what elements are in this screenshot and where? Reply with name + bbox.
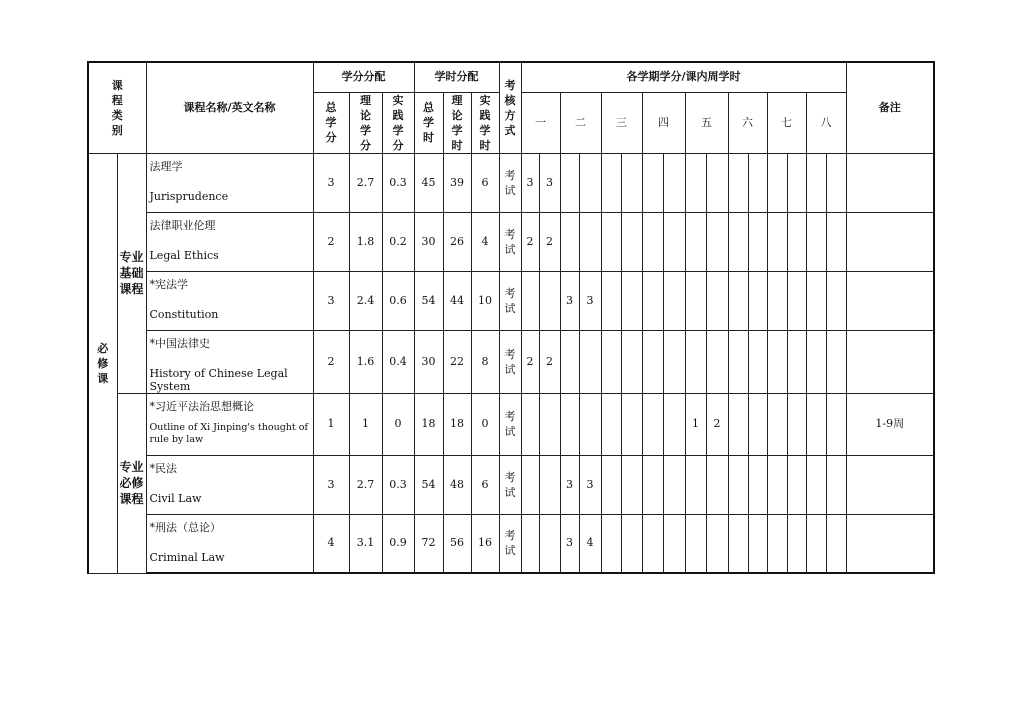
theory-hours-cell: 22	[443, 330, 471, 393]
semester-cell	[642, 212, 663, 271]
semester-cell	[748, 153, 767, 212]
semester-cell	[539, 455, 560, 514]
theory-hours-cell: 44	[443, 271, 471, 330]
course-name-cell	[146, 330, 313, 393]
semester-cell	[826, 212, 846, 271]
practice-credit-cell: 0.9	[382, 514, 414, 573]
category-main-cell: 必修课	[88, 153, 117, 573]
semester-cell	[806, 393, 826, 455]
semester-cell	[706, 514, 728, 573]
semester-cell	[728, 153, 748, 212]
theory-credit-cell: 2.4	[349, 271, 382, 330]
semester-cell	[685, 455, 706, 514]
semester-cell	[826, 514, 846, 573]
semester-cell	[767, 153, 787, 212]
semester-cell	[806, 514, 826, 573]
course-name-cn: *宪法学	[149, 277, 188, 291]
total-credit-cell: 3	[313, 271, 349, 330]
theory-hours-cell: 18	[443, 393, 471, 455]
semester-cell	[787, 455, 806, 514]
semester-cell	[642, 455, 663, 514]
remark-cell: 1-9周	[846, 393, 934, 455]
semester-cell	[806, 271, 826, 330]
practice-hours-cell: 0	[471, 393, 499, 455]
semester-cell	[806, 153, 826, 212]
semester-cell	[826, 393, 846, 455]
semester-cell	[748, 455, 767, 514]
group-cell: 专业必修课程	[117, 393, 146, 573]
semester-cell	[539, 271, 560, 330]
semester-cell: 2	[706, 393, 728, 455]
remark-cell	[846, 330, 934, 393]
hour-sub-header: 理论学时	[443, 92, 471, 153]
semester-cell	[685, 271, 706, 330]
remark-cell	[846, 514, 934, 573]
semester-header: 八	[806, 92, 846, 153]
course-name-cn: 法理学	[149, 159, 183, 173]
semester-cell: 2	[521, 330, 539, 393]
semester-cell: 4	[579, 514, 601, 573]
total-hours-cell: 30	[414, 330, 443, 393]
total-credit-cell: 2	[313, 330, 349, 393]
semester-cell: 2	[539, 330, 560, 393]
semester-cell	[521, 393, 539, 455]
semester-cell	[706, 212, 728, 271]
semester-cell	[767, 212, 787, 271]
semester-cell	[826, 271, 846, 330]
semester-cell	[601, 330, 621, 393]
remark-header: 备注	[846, 62, 934, 153]
table-row	[88, 153, 934, 212]
hour-alloc-header: 学时分配	[414, 62, 499, 92]
semester-cell: 3	[579, 455, 601, 514]
semester-cell	[560, 393, 579, 455]
practice-credit-cell: 0.6	[382, 271, 414, 330]
remark-cell	[846, 271, 934, 330]
semester-cell	[728, 514, 748, 573]
semester-cell: 3	[560, 514, 579, 573]
theory-credit-cell: 1.6	[349, 330, 382, 393]
hour-sub-header: 总学时	[414, 92, 443, 153]
table-row	[88, 514, 934, 573]
practice-hours-cell: 10	[471, 271, 499, 330]
semester-cell	[806, 455, 826, 514]
semester-cell	[728, 271, 748, 330]
semester-cell	[767, 330, 787, 393]
practice-credit-cell: 0.3	[382, 153, 414, 212]
semester-cell	[728, 455, 748, 514]
semester-cell	[663, 514, 685, 573]
semester-cell	[706, 271, 728, 330]
semester-cell	[748, 514, 767, 573]
practice-credit-cell: 0	[382, 393, 414, 455]
semester-cell: 2	[521, 212, 539, 271]
semester-cell	[663, 271, 685, 330]
semester-cell: 3	[539, 153, 560, 212]
semester-cell	[579, 393, 601, 455]
total-hours-cell: 45	[414, 153, 443, 212]
practice-hours-cell: 4	[471, 212, 499, 271]
practice-credit-cell: 0.3	[382, 455, 414, 514]
table-row	[88, 330, 934, 393]
total-credit-cell: 2	[313, 212, 349, 271]
total-credit-cell: 1	[313, 393, 349, 455]
theory-credit-cell: 1	[349, 393, 382, 455]
semester-cell	[826, 330, 846, 393]
semester-cell	[706, 153, 728, 212]
semester-cell	[579, 153, 601, 212]
course-name-cell	[146, 455, 313, 514]
theory-credit-cell: 2.7	[349, 153, 382, 212]
category-header: 课程类别	[88, 62, 146, 153]
course-name-cell	[146, 271, 313, 330]
total-hours-cell: 72	[414, 514, 443, 573]
total-credit-cell: 3	[313, 455, 349, 514]
semester-cell	[706, 330, 728, 393]
exam-cell: 考试	[499, 212, 521, 271]
course-name-header: 课程名称/英文名称	[146, 62, 313, 153]
semester-cell	[621, 153, 642, 212]
semester-cell	[621, 271, 642, 330]
group-cell: 专业基础课程	[117, 153, 146, 393]
semester-header: 二	[560, 92, 601, 153]
semester-cell: 2	[539, 212, 560, 271]
semester-cell	[826, 455, 846, 514]
course-name-cn: *刑法（总论）	[149, 520, 221, 534]
table-row	[88, 455, 934, 514]
semester-cell	[663, 455, 685, 514]
semester-cell	[601, 393, 621, 455]
semester-cell	[663, 330, 685, 393]
credit-sub-header: 实践学分	[382, 92, 414, 153]
semester-cell	[601, 153, 621, 212]
credit-alloc-header: 学分分配	[313, 62, 414, 92]
semester-cell	[539, 393, 560, 455]
semester-cell	[826, 153, 846, 212]
semester-cell	[560, 330, 579, 393]
semester-cell	[579, 330, 601, 393]
semester-cell	[767, 393, 787, 455]
course-name-cell	[146, 212, 313, 271]
table-row	[88, 271, 934, 330]
semester-cell	[539, 514, 560, 573]
semester-cell	[663, 153, 685, 212]
semester-title-header: 各学期学分/课内周学时	[521, 62, 846, 92]
exam-cell: 考试	[499, 271, 521, 330]
exam-cell: 考试	[499, 393, 521, 455]
course-name-en: Criminal Law	[149, 550, 225, 564]
course-name-en: Outline of Xi Jinping's thought of rule by law	[149, 421, 308, 445]
semester-cell	[685, 212, 706, 271]
semester-cell	[728, 330, 748, 393]
semester-header: 六	[728, 92, 767, 153]
exam-cell: 考试	[499, 153, 521, 212]
semester-cell	[579, 212, 601, 271]
curriculum-table	[87, 61, 935, 574]
semester-cell: 3	[560, 455, 579, 514]
total-credit-cell: 3	[313, 153, 349, 212]
semester-cell	[806, 330, 826, 393]
semester-header: 一	[521, 92, 560, 153]
semester-cell	[601, 455, 621, 514]
semester-cell	[685, 330, 706, 393]
semester-cell	[767, 455, 787, 514]
table-row	[88, 393, 934, 455]
semester-header: 七	[767, 92, 806, 153]
semester-cell	[748, 271, 767, 330]
semester-cell	[706, 455, 728, 514]
semester-cell	[748, 330, 767, 393]
semester-cell	[521, 271, 539, 330]
semester-cell	[787, 271, 806, 330]
semester-cell	[642, 153, 663, 212]
course-name-cell	[146, 153, 313, 212]
semester-cell: 3	[521, 153, 539, 212]
theory-credit-cell: 1.8	[349, 212, 382, 271]
total-credit-cell: 4	[313, 514, 349, 573]
theory-credit-cell: 2.7	[349, 455, 382, 514]
semester-cell	[728, 212, 748, 271]
course-name-en: Constitution	[149, 307, 219, 321]
semester-cell	[685, 514, 706, 573]
semester-header: 五	[685, 92, 728, 153]
credit-sub-header: 总学分	[313, 92, 349, 153]
semester-cell	[560, 212, 579, 271]
course-name-en: Civil Law	[149, 491, 202, 505]
semester-cell	[787, 153, 806, 212]
semester-cell: 1	[685, 393, 706, 455]
semester-cell	[728, 393, 748, 455]
practice-hours-cell: 16	[471, 514, 499, 573]
semester-cell	[621, 393, 642, 455]
exam-cell: 考试	[499, 514, 521, 573]
semester-cell	[621, 330, 642, 393]
semester-cell: 3	[560, 271, 579, 330]
semester-cell	[787, 330, 806, 393]
semester-cell	[601, 271, 621, 330]
semester-cell	[642, 330, 663, 393]
total-hours-cell: 18	[414, 393, 443, 455]
semester-cell	[787, 393, 806, 455]
total-hours-cell: 30	[414, 212, 443, 271]
theory-hours-cell: 26	[443, 212, 471, 271]
exam-cell: 考试	[499, 455, 521, 514]
total-hours-cell: 54	[414, 455, 443, 514]
exam-cell: 考试	[499, 330, 521, 393]
semester-cell	[806, 212, 826, 271]
remark-cell	[846, 455, 934, 514]
course-name-en: Jurisprudence	[149, 189, 229, 203]
practice-hours-cell: 6	[471, 455, 499, 514]
course-name-en: History of Chinese Legal System	[149, 366, 288, 393]
semester-cell	[642, 393, 663, 455]
theory-credit-cell: 3.1	[349, 514, 382, 573]
course-name-en: Legal Ethics	[149, 248, 219, 262]
semester-cell	[621, 455, 642, 514]
semester-cell	[642, 514, 663, 573]
credit-sub-header: 理论学分	[349, 92, 382, 153]
semester-cell	[621, 514, 642, 573]
semester-cell	[685, 153, 706, 212]
semester-header: 四	[642, 92, 685, 153]
theory-hours-cell: 56	[443, 514, 471, 573]
semester-cell	[560, 153, 579, 212]
semester-cell	[663, 212, 685, 271]
header-row-1	[88, 62, 934, 92]
semester-cell	[642, 271, 663, 330]
semester-cell	[601, 514, 621, 573]
practice-credit-cell: 0.2	[382, 212, 414, 271]
course-name-cn: 法律职业伦理	[149, 218, 216, 232]
hour-sub-header: 实践学时	[471, 92, 499, 153]
semester-cell	[748, 212, 767, 271]
semester-cell	[748, 393, 767, 455]
theory-hours-cell: 48	[443, 455, 471, 514]
practice-hours-cell: 8	[471, 330, 499, 393]
remark-cell	[846, 153, 934, 212]
course-name-cn: *习近平法治思想概论	[149, 399, 254, 413]
semester-cell	[787, 212, 806, 271]
total-hours-cell: 54	[414, 271, 443, 330]
practice-hours-cell: 6	[471, 153, 499, 212]
exam-header: 考核方式	[499, 62, 521, 153]
semester-cell	[621, 212, 642, 271]
semester-cell	[521, 514, 539, 573]
course-name-cn: *中国法律史	[149, 336, 210, 350]
semester-cell: 3	[579, 271, 601, 330]
course-name-cell	[146, 514, 313, 573]
semester-cell	[767, 271, 787, 330]
semester-cell	[521, 455, 539, 514]
semester-cell	[767, 514, 787, 573]
course-name-cn: *民法	[149, 461, 177, 475]
semester-cell	[663, 393, 685, 455]
table-row	[88, 212, 934, 271]
remark-cell	[846, 212, 934, 271]
theory-hours-cell: 39	[443, 153, 471, 212]
semester-header: 三	[601, 92, 642, 153]
course-name-cell	[146, 393, 313, 455]
practice-credit-cell: 0.4	[382, 330, 414, 393]
semester-cell	[787, 514, 806, 573]
semester-cell	[601, 212, 621, 271]
